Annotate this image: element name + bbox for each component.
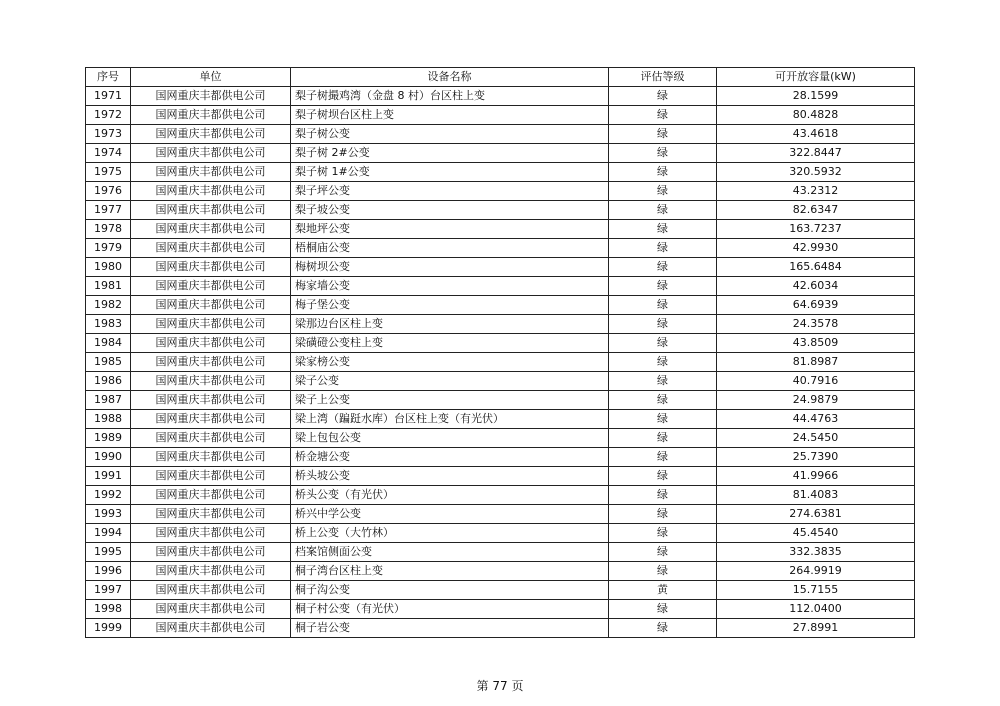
table-row: [86, 486, 915, 505]
row-device-name: 梨子树 2#公变: [291, 144, 609, 163]
row-unit: 国网重庆丰都供电公司: [131, 410, 291, 429]
row-serial: 1991: [86, 467, 131, 486]
row-unit: 国网重庆丰都供电公司: [131, 505, 291, 524]
table-row: [86, 600, 915, 619]
row-serial: 1993: [86, 505, 131, 524]
row-serial: 1994: [86, 524, 131, 543]
row-unit: 国网重庆丰都供电公司: [131, 581, 291, 600]
row-serial: 1978: [86, 220, 131, 239]
row-capacity: 42.6034: [717, 277, 915, 296]
row-capacity: 28.1599: [717, 87, 915, 106]
row-unit: 国网重庆丰都供电公司: [131, 315, 291, 334]
row-capacity: 24.5450: [717, 429, 915, 448]
row-unit: 国网重庆丰都供电公司: [131, 220, 291, 239]
row-device-name: 梧桐庙公变: [291, 239, 609, 258]
row-capacity: 264.9919: [717, 562, 915, 581]
row-unit: 国网重庆丰都供电公司: [131, 543, 291, 562]
row-capacity: 25.7390: [717, 448, 915, 467]
table-row: [86, 410, 915, 429]
row-rating: 绿: [609, 125, 717, 144]
table-row: [86, 277, 915, 296]
row-serial: 1988: [86, 410, 131, 429]
row-unit: 国网重庆丰都供电公司: [131, 163, 291, 182]
row-device-name: 桐子沟公变: [291, 581, 609, 600]
row-device-name: 桐子湾台区柱上变: [291, 562, 609, 581]
row-device-name: 梅子堡公变: [291, 296, 609, 315]
table-row: [86, 562, 915, 581]
header-device-name: 设备名称: [291, 68, 609, 87]
header-capacity: 可开放容量(kW): [717, 68, 915, 87]
table-row: [86, 182, 915, 201]
row-rating: 绿: [609, 220, 717, 239]
row-device-name: 梅家墙公变: [291, 277, 609, 296]
row-unit: 国网重庆丰都供电公司: [131, 87, 291, 106]
page-number: 第 77 页: [476, 679, 524, 693]
table-row: [86, 125, 915, 144]
row-device-name: 梁家榜公变: [291, 353, 609, 372]
row-serial: 1983: [86, 315, 131, 334]
row-capacity: 15.7155: [717, 581, 915, 600]
row-unit: 国网重庆丰都供电公司: [131, 486, 291, 505]
row-device-name: 桥头坡公变: [291, 467, 609, 486]
row-serial: 1997: [86, 581, 131, 600]
table-row: [86, 505, 915, 524]
row-unit: 国网重庆丰都供电公司: [131, 296, 291, 315]
row-capacity: 80.4828: [717, 106, 915, 125]
row-capacity: 44.4763: [717, 410, 915, 429]
table-row: [86, 391, 915, 410]
table-row: [86, 296, 915, 315]
row-serial: 1996: [86, 562, 131, 581]
row-rating: 绿: [609, 429, 717, 448]
table-row: [86, 201, 915, 220]
row-rating: 绿: [609, 144, 717, 163]
row-serial: 1984: [86, 334, 131, 353]
row-capacity: 274.6381: [717, 505, 915, 524]
table-row: [86, 239, 915, 258]
row-unit: 国网重庆丰都供电公司: [131, 391, 291, 410]
row-capacity: 43.2312: [717, 182, 915, 201]
row-serial: 1976: [86, 182, 131, 201]
row-rating: 黄: [609, 581, 717, 600]
row-capacity: 40.7916: [717, 372, 915, 391]
row-unit: 国网重庆丰都供电公司: [131, 239, 291, 258]
row-serial: 1990: [86, 448, 131, 467]
row-device-name: 桥兴中学公变: [291, 505, 609, 524]
row-device-name: 桐子岩公变: [291, 619, 609, 638]
row-device-name: 梁子上公变: [291, 391, 609, 410]
row-device-name: 桐子村公变（有光伏）: [291, 600, 609, 619]
row-rating: 绿: [609, 182, 717, 201]
row-unit: 国网重庆丰都供电公司: [131, 277, 291, 296]
row-capacity: 81.4083: [717, 486, 915, 505]
row-rating: 绿: [609, 277, 717, 296]
row-rating: 绿: [609, 315, 717, 334]
row-rating: 绿: [609, 410, 717, 429]
row-device-name: 梨子树撮鸡湾（金盘 8 村）台区柱上变: [291, 87, 609, 106]
row-serial: 1989: [86, 429, 131, 448]
table-row: [86, 372, 915, 391]
row-serial: 1979: [86, 239, 131, 258]
row-unit: 国网重庆丰都供电公司: [131, 201, 291, 220]
table-row: [86, 543, 915, 562]
row-device-name: 梨子树 1#公变: [291, 163, 609, 182]
row-capacity: 41.9966: [717, 467, 915, 486]
row-serial: 1981: [86, 277, 131, 296]
row-rating: 绿: [609, 391, 717, 410]
table-row: [86, 524, 915, 543]
row-capacity: 27.8991: [717, 619, 915, 638]
row-serial: 1995: [86, 543, 131, 562]
row-device-name: 梨子树坝台区柱上变: [291, 106, 609, 125]
row-device-name: 桥金塘公变: [291, 448, 609, 467]
header-unit: 单位: [131, 68, 291, 87]
row-rating: 绿: [609, 239, 717, 258]
row-capacity: 81.8987: [717, 353, 915, 372]
row-rating: 绿: [609, 163, 717, 182]
table-row: [86, 448, 915, 467]
row-capacity: 42.9930: [717, 239, 915, 258]
row-rating: 绿: [609, 106, 717, 125]
row-serial: 1999: [86, 619, 131, 638]
row-device-name: 梁上包包公变: [291, 429, 609, 448]
row-rating: 绿: [609, 619, 717, 638]
row-device-name: 梨子坪公变: [291, 182, 609, 201]
table-row: [86, 258, 915, 277]
row-rating: 绿: [609, 258, 717, 277]
row-serial: 1987: [86, 391, 131, 410]
row-rating: 绿: [609, 562, 717, 581]
row-rating: 绿: [609, 524, 717, 543]
row-capacity: 43.4618: [717, 125, 915, 144]
row-capacity: 112.0400: [717, 600, 915, 619]
row-unit: 国网重庆丰都供电公司: [131, 334, 291, 353]
table-row: [86, 163, 915, 182]
row-rating: 绿: [609, 486, 717, 505]
table-header-row: [86, 68, 915, 87]
row-unit: 国网重庆丰都供电公司: [131, 106, 291, 125]
row-serial: 1974: [86, 144, 131, 163]
row-serial: 1973: [86, 125, 131, 144]
row-serial: 1998: [86, 600, 131, 619]
row-unit: 国网重庆丰都供电公司: [131, 448, 291, 467]
row-capacity: 322.8447: [717, 144, 915, 163]
row-unit: 国网重庆丰都供电公司: [131, 144, 291, 163]
row-unit: 国网重庆丰都供电公司: [131, 467, 291, 486]
row-rating: 绿: [609, 505, 717, 524]
table-row: [86, 334, 915, 353]
table-row: [86, 220, 915, 239]
row-serial: 1992: [86, 486, 131, 505]
header-rating: 评估等级: [609, 68, 717, 87]
row-capacity: 163.7237: [717, 220, 915, 239]
row-serial: 1971: [86, 87, 131, 106]
row-capacity: 64.6939: [717, 296, 915, 315]
row-unit: 国网重庆丰都供电公司: [131, 372, 291, 391]
row-device-name: 梁那边台区柱上变: [291, 315, 609, 334]
row-device-name: 梨子树公变: [291, 125, 609, 144]
row-device-name: 梅树坝公变: [291, 258, 609, 277]
row-capacity: 82.6347: [717, 201, 915, 220]
row-unit: 国网重庆丰都供电公司: [131, 562, 291, 581]
row-rating: 绿: [609, 543, 717, 562]
row-capacity: 165.6484: [717, 258, 915, 277]
row-device-name: 梁磺磴公变柱上变: [291, 334, 609, 353]
row-rating: 绿: [609, 334, 717, 353]
row-capacity: 43.8509: [717, 334, 915, 353]
table-row: [86, 106, 915, 125]
row-device-name: 桥上公变（大竹林）: [291, 524, 609, 543]
header-serial: 序号: [86, 68, 131, 87]
row-device-name: 桥头公变（有光伏）: [291, 486, 609, 505]
row-unit: 国网重庆丰都供电公司: [131, 600, 291, 619]
row-rating: 绿: [609, 467, 717, 486]
row-serial: 1985: [86, 353, 131, 372]
table-row: [86, 581, 915, 600]
row-serial: 1972: [86, 106, 131, 125]
row-capacity: 24.3578: [717, 315, 915, 334]
row-unit: 国网重庆丰都供电公司: [131, 182, 291, 201]
table-row: [86, 467, 915, 486]
row-rating: 绿: [609, 201, 717, 220]
row-serial: 1982: [86, 296, 131, 315]
row-device-name: 梨子坡公变: [291, 201, 609, 220]
row-rating: 绿: [609, 87, 717, 106]
row-serial: 1975: [86, 163, 131, 182]
table-row: [86, 429, 915, 448]
row-device-name: 梨地坪公变: [291, 220, 609, 239]
row-capacity: 24.9879: [717, 391, 915, 410]
table-row: [86, 353, 915, 372]
row-device-name: 梁子公变: [291, 372, 609, 391]
table-row: [86, 87, 915, 106]
row-unit: 国网重庆丰都供电公司: [131, 619, 291, 638]
table-body: [86, 87, 915, 638]
table-row: [86, 315, 915, 334]
row-unit: 国网重庆丰都供电公司: [131, 353, 291, 372]
table-row: [86, 144, 915, 163]
row-rating: 绿: [609, 353, 717, 372]
row-capacity: 320.5932: [717, 163, 915, 182]
row-rating: 绿: [609, 372, 717, 391]
row-rating: 绿: [609, 448, 717, 467]
table-row: [86, 619, 915, 638]
row-unit: 国网重庆丰都供电公司: [131, 258, 291, 277]
row-unit: 国网重庆丰都供电公司: [131, 524, 291, 543]
row-capacity: 45.4540: [717, 524, 915, 543]
row-device-name: 梁上湾（蹁跹水库）台区柱上变（有光伏）: [291, 410, 609, 429]
row-serial: 1986: [86, 372, 131, 391]
row-serial: 1977: [86, 201, 131, 220]
row-rating: 绿: [609, 600, 717, 619]
row-serial: 1980: [86, 258, 131, 277]
row-device-name: 档案馆侧面公变: [291, 543, 609, 562]
row-unit: 国网重庆丰都供电公司: [131, 125, 291, 144]
row-unit: 国网重庆丰都供电公司: [131, 429, 291, 448]
row-rating: 绿: [609, 296, 717, 315]
capacity-table: [85, 67, 915, 638]
row-capacity: 332.3835: [717, 543, 915, 562]
